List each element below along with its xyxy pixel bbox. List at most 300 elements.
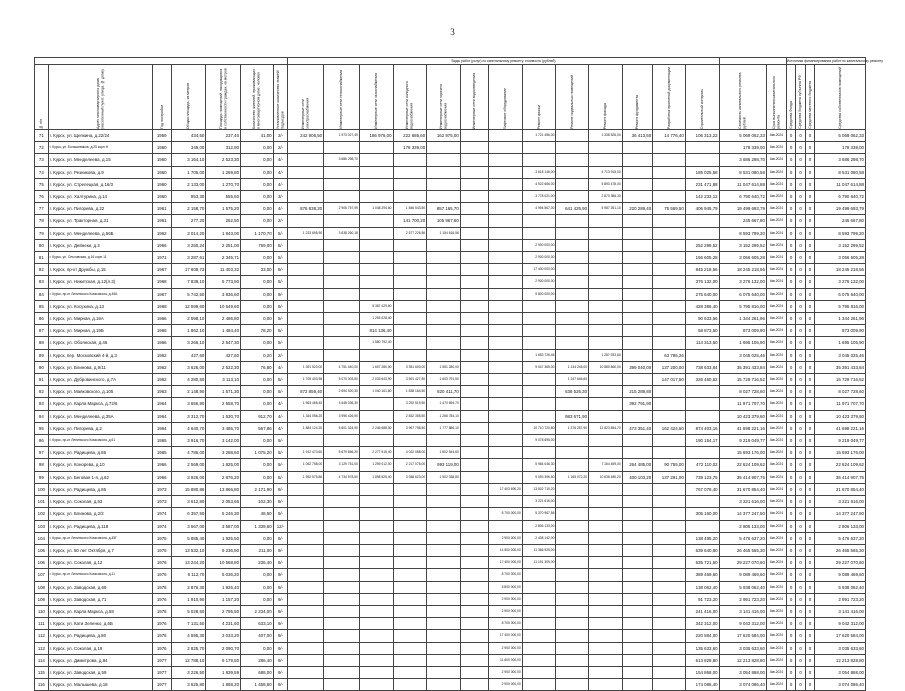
cell-own: 1 868,20 <box>206 679 241 691</box>
cell-hot <box>427 679 461 691</box>
cell-year: 1960 <box>152 178 171 190</box>
cell-fac <box>589 666 623 678</box>
cell-roof <box>522 374 556 386</box>
cell-el <box>288 288 324 300</box>
cell-fac <box>589 654 623 666</box>
cell-heat <box>324 618 360 630</box>
cell-area: 5 885,40 <box>171 532 206 544</box>
cell-f3: 0 <box>805 496 814 508</box>
cell-addr: г. Курск, пер. Московский 4-й, д.3 <box>48 349 152 361</box>
cell-own_funds: 41 698 221,16 <box>815 422 866 434</box>
column-header <box>273 65 288 130</box>
cell-fund <box>622 191 652 203</box>
cell-year: 1976 <box>152 569 171 581</box>
cell-people: 1 075,20 <box>241 447 274 459</box>
cell-total: 3 054 868,00 <box>719 666 766 678</box>
cell-area: 3 916,70 <box>171 435 206 447</box>
cell-own: 9 179,50 <box>206 654 241 666</box>
cell-fl: 5/- <box>273 313 288 325</box>
cell-gas <box>359 581 393 593</box>
cell-own: 3 033,20 <box>206 630 241 642</box>
cell-lift <box>489 398 523 410</box>
cell-year: 1960 <box>152 142 171 154</box>
cell-cold <box>393 618 427 630</box>
cell-lift <box>489 459 523 471</box>
cell-fl: 4/- <box>273 178 288 190</box>
cell-own_funds: 15 693 176,00 <box>815 447 866 459</box>
cell-cold <box>393 252 427 264</box>
cell-area: 13 244,20 <box>171 557 206 569</box>
cell-fund <box>622 618 652 630</box>
cell-term: 4кв.2024 <box>766 569 786 581</box>
cell-n: 71 <box>35 130 49 142</box>
cell-ctrl: 90 633,56 <box>685 313 719 325</box>
cell-fl: 5/- <box>273 447 288 459</box>
cell-own: 262,50 <box>206 215 241 227</box>
cell-area: 2 158,70 <box>171 203 206 215</box>
cell-heat <box>324 166 360 178</box>
table-body <box>35 130 866 691</box>
cell-addr: г. Курск, пр-кт Дружбы, д.15 <box>48 264 152 276</box>
cell-own_funds: 5 938 062,40 <box>815 581 866 593</box>
table-row <box>35 142 866 154</box>
cell-ctrl: 845 218,56 <box>685 264 719 276</box>
cell-people: 1 170,70 <box>241 227 274 239</box>
cell-cold <box>393 532 427 544</box>
cell-hot <box>427 666 461 678</box>
cell-f1: 0 <box>786 557 795 569</box>
cell-f3: 0 <box>805 471 814 483</box>
cell-fl: 9/- <box>273 630 288 642</box>
cell-f2: 0 <box>796 520 805 532</box>
cell-f1: 0 <box>786 361 795 373</box>
cell-people: 769,00 <box>241 239 274 251</box>
cell-term: 4кв.2024 <box>766 459 786 471</box>
cell-el <box>288 313 324 325</box>
cell-proj <box>653 642 686 654</box>
cell-base <box>556 447 589 459</box>
cell-people: 0,00 <box>241 435 274 447</box>
cell-year: 1974 <box>152 508 171 520</box>
cell-gas: 2 277 515,40 <box>359 447 393 459</box>
cell-n: 78 <box>35 215 49 227</box>
cell-area: 7 838,10 <box>171 276 206 288</box>
cell-hot: 1 502 338,80 <box>427 471 461 483</box>
cell-n: 93 <box>35 398 49 410</box>
cell-addr: г. Курск, ул. Обоянская, д.46 <box>48 337 152 349</box>
cell-el <box>288 532 324 544</box>
cell-total: 11 047 614,88 <box>719 178 766 190</box>
cell-f1: 0 <box>786 178 795 190</box>
cell-fl: 3/- <box>273 191 288 203</box>
cell-f1: 0 <box>786 300 795 312</box>
cell-sew <box>460 252 488 264</box>
cell-ctrl <box>685 520 719 532</box>
cell-addr: г. Курск, ул. Соколая, д.19 <box>48 642 152 654</box>
cell-hot <box>427 349 461 361</box>
cell-f1: 0 <box>786 666 795 678</box>
cell-el <box>288 191 324 203</box>
cell-addr: г. Курск, ул. Соколая, д.12 <box>48 557 152 569</box>
cell-fac <box>589 593 623 605</box>
cell-year: 1964 <box>152 410 171 422</box>
cell-total: 15 693 176,00 <box>719 447 766 459</box>
cell-ctrl: 739 123,75 <box>685 471 719 483</box>
cell-addr: г. Курск, ул. Большевиков, д.25 корп.Н <box>48 142 152 154</box>
cell-fac <box>589 447 623 459</box>
cell-people: 78,20 <box>241 325 274 337</box>
cell-base <box>556 349 589 361</box>
cell-own: 10 568,80 <box>206 557 241 569</box>
cell-cold <box>393 264 427 276</box>
cell-proj <box>653 252 686 264</box>
column-header-label: Адрес многоквартирного дома (населенный пункт, улица, № дома) <box>95 69 105 129</box>
cell-own_funds: 3 141 416,00 <box>815 605 866 617</box>
cell-term: 4кв.2024 <box>766 178 786 190</box>
table-row <box>35 325 866 337</box>
cell-f3: 0 <box>805 508 814 520</box>
cell-fac <box>589 374 623 386</box>
cell-cold <box>393 666 427 678</box>
cell-n: 116 <box>35 679 49 691</box>
table-row <box>35 386 866 398</box>
cell-own_funds: 31 670 854,40 <box>815 483 866 495</box>
cell-hot: 105 967,60 <box>427 215 461 227</box>
cell-proj <box>653 398 686 410</box>
cell-sew <box>460 288 488 300</box>
cell-sew <box>460 215 488 227</box>
cell-fl: 2/- <box>273 130 288 142</box>
cell-area: 4 640,70 <box>171 422 206 434</box>
cell-fund: 215 289,80 <box>622 386 652 398</box>
cell-fl: 9/- <box>273 544 288 556</box>
cell-base <box>556 544 589 556</box>
cell-own_funds: 8 027 728,60 <box>815 386 866 398</box>
cell-own: 1 157,20 <box>206 593 241 605</box>
cell-fac <box>589 313 623 325</box>
cell-fac <box>589 508 623 520</box>
cell-fl: 9/- <box>273 508 288 520</box>
cell-el: 1 912 473,60 <box>288 447 324 459</box>
column-header-label: Инженерные сети холодного водоснабжения <box>405 81 414 129</box>
cell-own: 3 113,10 <box>206 374 241 386</box>
cell-f3: 0 <box>805 178 814 190</box>
cell-fund <box>622 569 652 581</box>
cell-gas <box>359 618 393 630</box>
cell-hot <box>427 166 461 178</box>
cell-fl: 9/- <box>273 605 288 617</box>
cell-roof <box>522 447 556 459</box>
cell-hot <box>427 508 461 520</box>
cell-el: 242 906,50 <box>288 130 324 142</box>
cell-year: 1960 <box>152 191 171 203</box>
cell-cold: 178 339,00 <box>393 142 427 154</box>
cell-year: 1961 <box>152 215 171 227</box>
column-header-label: Ремонт подвальных помещений <box>570 75 575 129</box>
cell-ctrl <box>685 496 719 508</box>
cell-own: 1 839,59 <box>206 666 241 678</box>
cell-ctrl: 635 721,60 <box>685 557 719 569</box>
cell-f2: 0 <box>796 154 805 166</box>
cell-lift <box>489 520 523 532</box>
cell-total: 3 686 298,70 <box>719 154 766 166</box>
cell-own: 555,60 <box>206 191 241 203</box>
cell-lift: 8 700 000,00 <box>489 618 523 630</box>
table-row <box>35 666 866 678</box>
cell-people: 0,00 <box>241 532 274 544</box>
cell-el: 1 052 758,00 <box>288 459 324 471</box>
cell-cold: 2 832 355,50 <box>393 410 427 422</box>
cell-people: 0,00 <box>241 642 274 654</box>
cell-roof <box>522 569 556 581</box>
cell-fac: 12 823 854,70 <box>589 422 623 434</box>
cell-own: 1 269,80 <box>206 166 241 178</box>
cell-area: 12 788,10 <box>171 654 206 666</box>
cell-el <box>288 154 324 166</box>
cell-own: 4 231,60 <box>206 618 241 630</box>
cell-base <box>556 130 589 142</box>
cell-own_funds: 245 667,80 <box>815 215 866 227</box>
cell-f3: 0 <box>805 300 814 312</box>
cell-term: 4кв.2024 <box>766 642 786 654</box>
cell-own_funds: 5 069 062,33 <box>815 130 866 142</box>
cell-n: 102 <box>35 508 49 520</box>
cell-proj <box>653 532 686 544</box>
cell-sew <box>460 569 488 581</box>
cell-n: 109 <box>35 593 49 605</box>
table-row <box>35 398 866 410</box>
cell-term: 4кв.2024 <box>766 557 786 569</box>
cell-total: 8 593 799,20 <box>719 227 766 239</box>
cell-base <box>556 483 589 495</box>
cell-lift: 2 900 000,00 <box>489 679 523 691</box>
cell-gas <box>359 191 393 203</box>
column-header-label: № п/п <box>39 119 44 129</box>
cell-total: 3 045 025,46 <box>719 349 766 361</box>
cell-term: 4кв.2024 <box>766 386 786 398</box>
cell-term: 4кв.2024 <box>766 130 786 142</box>
cell-hot <box>427 581 461 593</box>
cell-people: 0,00 <box>241 581 274 593</box>
cell-sew <box>460 227 488 239</box>
cell-n: 103 <box>35 520 49 532</box>
cell-gas <box>359 520 393 532</box>
cell-term: 4кв.2024 <box>766 630 786 642</box>
cell-own_funds: 2 806 133,00 <box>815 520 866 532</box>
cell-people: 0,00 <box>241 569 274 581</box>
cell-roof <box>522 386 556 398</box>
cell-total: 9 089 469,60 <box>719 569 766 581</box>
cell-roof: 5 370 987,56 <box>522 508 556 520</box>
cell-ctrl <box>685 142 719 154</box>
cell-heat: 2 694 920,30 <box>324 386 360 398</box>
cell-year: 1966 <box>152 459 171 471</box>
column-header <box>489 65 523 130</box>
cell-own_funds: 29 227 070,60 <box>815 557 866 569</box>
cell-fl: 5/- <box>273 252 288 264</box>
cell-heat <box>324 642 360 654</box>
column-header <box>815 65 866 130</box>
cell-lift <box>489 337 523 349</box>
cell-people: 33,00 <box>241 264 274 276</box>
financing-group-header: Источники финансирования работ по капитальному ремонту <box>786 59 883 63</box>
column-header-label: Средства местного бюджета <box>807 81 812 129</box>
cell-lift <box>489 386 523 398</box>
column-header <box>622 65 652 130</box>
cell-heat <box>324 544 360 556</box>
cell-sew <box>460 276 488 288</box>
column-header <box>427 65 461 130</box>
cell-f2: 0 <box>796 447 805 459</box>
column-header <box>766 65 786 130</box>
cell-total: 3 035 633,60 <box>719 642 766 654</box>
cell-people: 0,00 <box>241 398 274 410</box>
cell-people: 41,00 <box>241 130 274 142</box>
cell-f3: 0 <box>805 227 814 239</box>
cell-fl: 4/- <box>273 410 288 422</box>
cell-term: 4кв.2024 <box>766 142 786 154</box>
cell-roof <box>522 154 556 166</box>
cell-f3: 0 <box>805 605 814 617</box>
cell-f1: 0 <box>786 447 795 459</box>
cell-fund <box>622 264 652 276</box>
cell-heat <box>324 325 360 337</box>
cell-roof <box>522 325 556 337</box>
cell-lift: 2 900 000,00 <box>489 642 523 654</box>
cell-year: 1977 <box>152 654 171 666</box>
cell-term: 4кв.2024 <box>766 422 786 434</box>
cell-f3: 0 <box>805 447 814 459</box>
cell-base <box>556 630 589 642</box>
cell-gas <box>359 264 393 276</box>
cell-base: 1 134 245,00 <box>556 361 589 373</box>
cell-hot: 993 119,00 <box>427 459 461 471</box>
cell-heat: 5 601 324,90 <box>324 422 360 434</box>
cell-hot: 1 777 886,10 <box>427 422 461 434</box>
cell-fac: 5 987 251,10 <box>589 203 623 215</box>
cell-f3: 0 <box>805 435 814 447</box>
cell-el <box>288 325 324 337</box>
column-header <box>685 65 719 130</box>
cell-ctrl <box>685 398 719 410</box>
cell-lift: 2 900 000,00 <box>489 666 523 678</box>
cell-lift <box>489 130 523 142</box>
cell-area: 434,60 <box>171 130 206 142</box>
cell-el: 1 344 056,20 <box>288 410 324 422</box>
cell-fac <box>589 679 623 691</box>
cell-addr: г. Курск, ул. Менделеева, д.15 <box>48 154 152 166</box>
cell-f3: 0 <box>805 557 814 569</box>
cell-cold: 3 292 519,50 <box>393 398 427 410</box>
cell-lift <box>489 374 523 386</box>
cell-fund <box>622 313 652 325</box>
cell-addr: г. Курск, ул. Заводская, д.71 <box>48 593 152 605</box>
cell-base <box>556 654 589 666</box>
cell-year: 1962 <box>152 349 171 361</box>
cell-base: 1 247 646,60 <box>556 374 589 386</box>
cell-year: 1962 <box>152 374 171 386</box>
cell-sew <box>460 410 488 422</box>
cell-f2: 0 <box>796 618 805 630</box>
cell-term: 4кв.2024 <box>766 313 786 325</box>
cell-term: 4кв.2024 <box>766 325 786 337</box>
cell-n: 88 <box>35 337 49 349</box>
cell-f1: 0 <box>786 239 795 251</box>
cell-ctrl: 106 313,22 <box>685 130 719 142</box>
cell-year: 1975 <box>152 544 171 556</box>
cell-proj: 137 291,00 <box>653 471 686 483</box>
cell-base <box>556 679 589 691</box>
cell-fund <box>622 142 652 154</box>
cell-base: 641 425,90 <box>556 203 589 215</box>
cell-year: 1966 <box>152 325 171 337</box>
cell-fl: 4/- <box>273 398 288 410</box>
cell-own_funds: 18 245 218,56 <box>815 264 866 276</box>
cell-fac <box>589 520 623 532</box>
cell-fl: 5/- <box>273 239 288 251</box>
cell-fund <box>622 557 652 569</box>
cell-ctrl: 58 873,50 <box>685 325 719 337</box>
cell-lift <box>489 215 523 227</box>
cell-cold <box>393 508 427 520</box>
cell-sew <box>460 520 488 532</box>
cell-gas <box>359 557 393 569</box>
cell-f2: 0 <box>796 544 805 556</box>
column-header-label: Площадь помещений, находящихся в собственности граждан, кв.метров <box>218 68 228 129</box>
cell-f1: 0 <box>786 630 795 642</box>
cell-term: 4кв.2024 <box>766 288 786 300</box>
cell-f3: 0 <box>805 325 814 337</box>
cell-fac <box>589 642 623 654</box>
cell-ctrl <box>685 447 719 459</box>
cell-f3: 0 <box>805 459 814 471</box>
cell-f1: 0 <box>786 191 795 203</box>
cell-fund <box>622 154 652 166</box>
cell-cold <box>393 288 427 300</box>
cell-own_funds: 11 971 707,70 <box>815 398 866 410</box>
cell-f2: 0 <box>796 215 805 227</box>
cell-base: 1 165 072,20 <box>556 471 589 483</box>
cell-heat <box>324 300 360 312</box>
column-header-label: Срок выполнения капитального ремонта <box>772 76 781 129</box>
cell-fl: 9/- <box>273 557 288 569</box>
cell-cold: 4 022 088,00 <box>393 447 427 459</box>
cell-roof: 11 191 309,00 <box>522 557 556 569</box>
cell-fac <box>589 410 623 422</box>
cell-year: 1968 <box>152 276 171 288</box>
cell-cold: 1 838 164,50 <box>393 386 427 398</box>
cell-own: 1 270,70 <box>206 178 241 190</box>
cell-area: 3 312,70 <box>171 410 206 422</box>
cell-roof: 2 438 142,00 <box>522 532 556 544</box>
cell-fl: 4/- <box>273 422 288 434</box>
cell-gas: 2 033 643,90 <box>359 374 393 386</box>
cell-year: 1976 <box>152 605 171 617</box>
cell-base <box>556 154 589 166</box>
cell-proj <box>653 508 686 520</box>
cell-own: 2 053,66 <box>206 496 241 508</box>
cell-own_funds: 15 729 716,52 <box>815 374 866 386</box>
cell-base <box>556 142 589 154</box>
cell-hot: 857 165,70 <box>427 203 461 215</box>
cell-roof: 2 900 000,00 <box>522 252 556 264</box>
cell-own: 2 251,00 <box>206 239 241 251</box>
cell-roof <box>522 337 556 349</box>
cell-addr: г. Курск, ул. Карла Маркса, д.72/6 <box>48 398 152 410</box>
cell-gas <box>359 166 393 178</box>
cell-cold <box>393 557 427 569</box>
cell-hot <box>427 618 461 630</box>
